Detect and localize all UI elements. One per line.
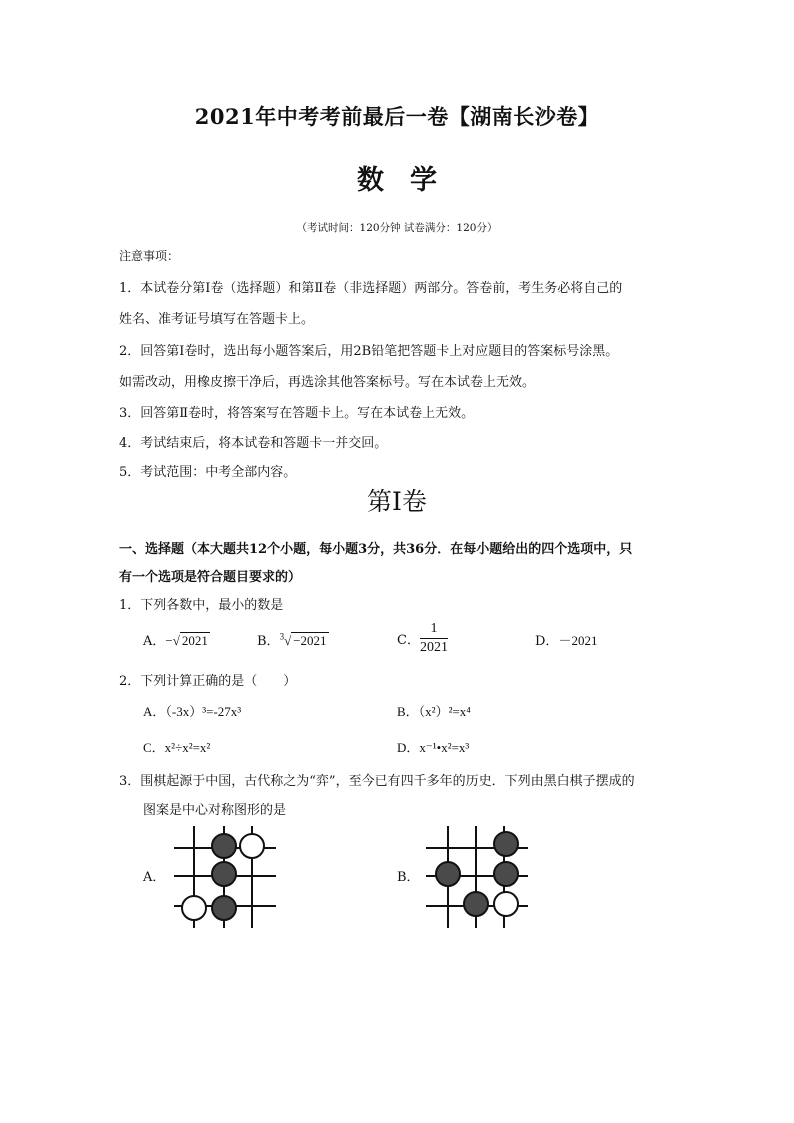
exam-title: 2021年中考考前最后一卷【湖南长沙卷】	[194, 104, 600, 129]
fraction: $\frac{1}{2021}$	[419, 621, 448, 655]
note-4: 4．考试结束后，将本试卷和答题卡一并交回。	[119, 436, 388, 451]
note-3: 3．回答第Ⅱ卷时，将答案写在答题卡上。写在本试卷上无效。	[119, 406, 475, 421]
q1-option-c	[397, 620, 448, 657]
q3-stem-line-1: 3．围棋起源于中国，古代称之为“弈”，至今已有四千多年的历史．下列由黑白棋子摆成的	[119, 774, 635, 789]
q1-stem: 1．下列各数中，最小的数是	[119, 598, 284, 613]
note-1-line-2: 姓名、准考证号填写在答题卡上。	[119, 312, 315, 327]
part1-instructions-line-2: 有一个选项是符合题目要求的）	[119, 570, 302, 585]
notes-heading: 注意事项：	[119, 249, 180, 263]
q2-option-a: A．（-3x）³=-27x³	[143, 704, 242, 719]
q2-option-c: C．x²÷x²=x²	[143, 740, 211, 755]
exam-info: （考试时间：120分钟 试卷满分：120分）	[296, 222, 498, 234]
note-2-line-2: 如需改动，用橡皮擦干净后，再选涂其他答案标号。写在本试卷上无效。	[119, 375, 536, 390]
option-label: B．	[257, 634, 280, 649]
option-label: A．	[143, 634, 166, 649]
black-stone	[464, 892, 488, 916]
note-1-line-1: 1．本试卷分第Ⅰ卷（选择题）和第Ⅱ卷（非选择题）两部分。答卷前，考生务必将自己的	[119, 281, 623, 296]
black-stone	[494, 832, 518, 856]
q3-option-a-label: A．	[143, 870, 166, 885]
black-stone	[212, 896, 236, 920]
q3-option-b-label: B．	[397, 870, 420, 885]
black-stone	[212, 862, 236, 886]
q3-go-board-b	[422, 822, 532, 932]
white-stone	[182, 896, 206, 920]
root-index: 3	[279, 631, 285, 642]
q1-option-a: A．−√ 2021	[143, 633, 208, 649]
black-stone	[436, 862, 460, 886]
q3-stem-line-2: 图案是中心对称图形的是	[143, 803, 287, 818]
radicand: −2021	[293, 633, 327, 648]
q1-option-b: B．$^3$√ −2021	[257, 631, 327, 649]
white-stone	[240, 834, 264, 858]
q2-option-b: B．（x²）²=x⁴	[397, 704, 471, 719]
note-5: 5．考试范围：中考全部内容。	[119, 465, 297, 480]
q2-option-d: D．x⁻¹•x²=x³	[397, 740, 470, 755]
option-label: C．	[397, 633, 420, 648]
black-stone	[212, 834, 236, 858]
option-label: D．	[535, 634, 559, 649]
part1-instructions-line-1: 一、选择题（本大题共12个小题，每小题3分，共36分．在每小题给出的四个选项中，只	[119, 542, 633, 557]
radicand: 2021	[181, 633, 208, 648]
q2-stem: 2．下列计算正确的是（ ）	[119, 674, 297, 689]
black-stone	[494, 862, 518, 886]
subject-title: 数学	[357, 165, 463, 196]
q1-option-d: D．－2021	[535, 633, 598, 649]
section-title: 第Ⅰ卷	[367, 487, 427, 516]
note-2-line-1: 2．回答第Ⅰ卷时，选出每小题答案后，用2B铅笔把答题卡上对应题目的答案标号涂黑。	[119, 344, 619, 359]
white-stone	[494, 892, 518, 916]
q3-go-board-a	[170, 822, 280, 932]
